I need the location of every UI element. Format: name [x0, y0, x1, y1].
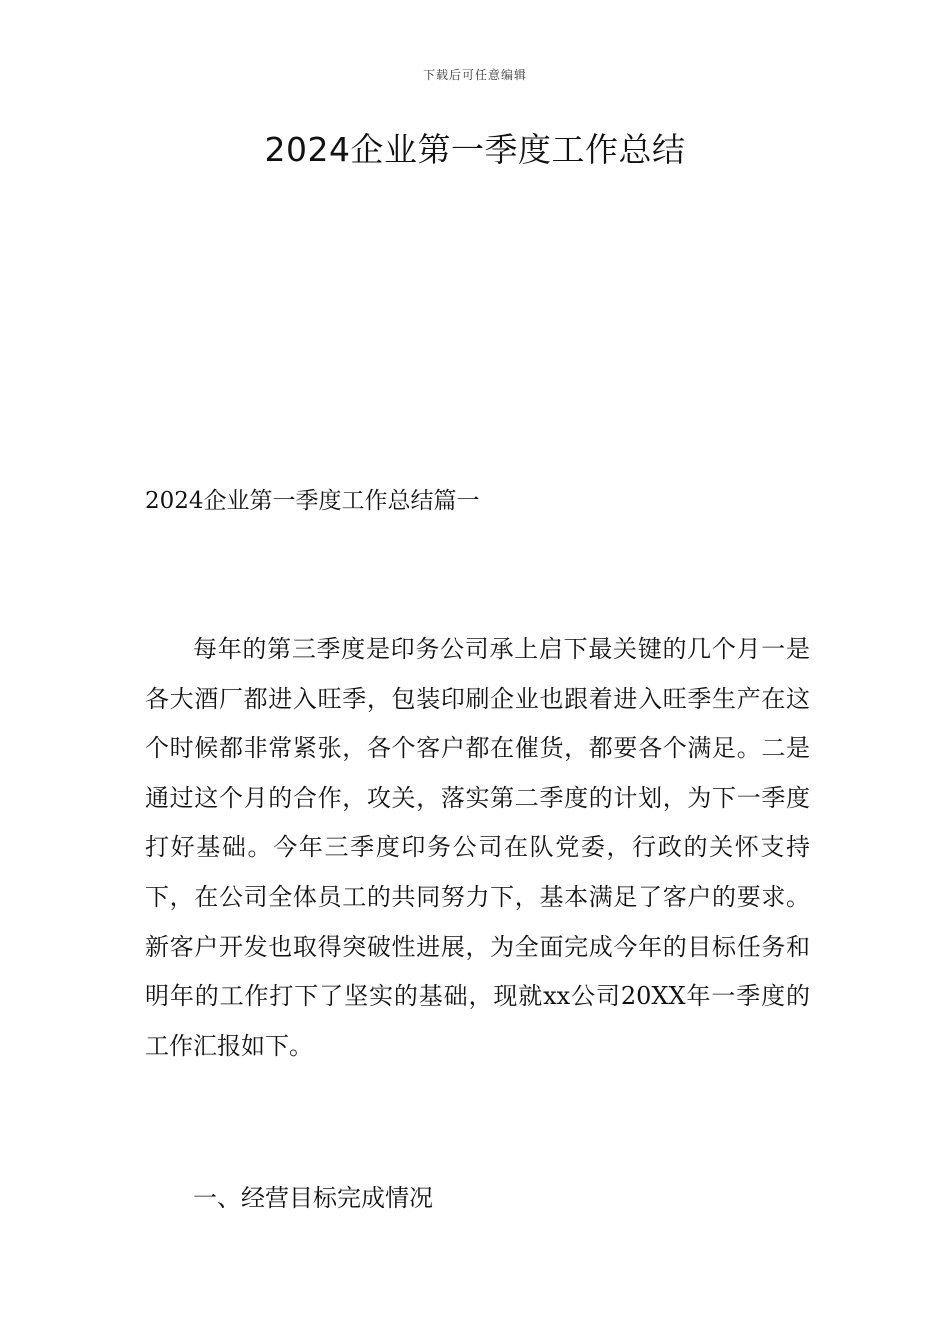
body-paragraph: 每年的第三季度是印务公司承上启下最关键的几个月一是各大酒厂都进入旺季，包装印刷企业也跟着进入旺季生产在这个时候都非常紧张，各个客户都在催货，都要各个满足。二是通过这个月的合作，攻关，落实第二季度的计划，为下一季度打好基础。今年三季度印务公司在队党委，行政的关怀支持下，在公司全体员工的共同努力下，基本满足了客户的要求。新客户开发也取得突破性进展，为全面完成今年的目标任务和明年的工作打下了坚实的基础，现就xx公司20XX年一季度的工作汇报如下。	[145, 635, 810, 1060]
subheading-business-targets: 一、经营目标完成情况	[193, 1184, 433, 1212]
document-title: 2024企业第一季度工作总结	[264, 130, 686, 169]
section-heading: 2024企业第一季度工作总结篇一	[145, 488, 480, 514]
header-note: 下载后可任意编辑	[422, 68, 527, 82]
